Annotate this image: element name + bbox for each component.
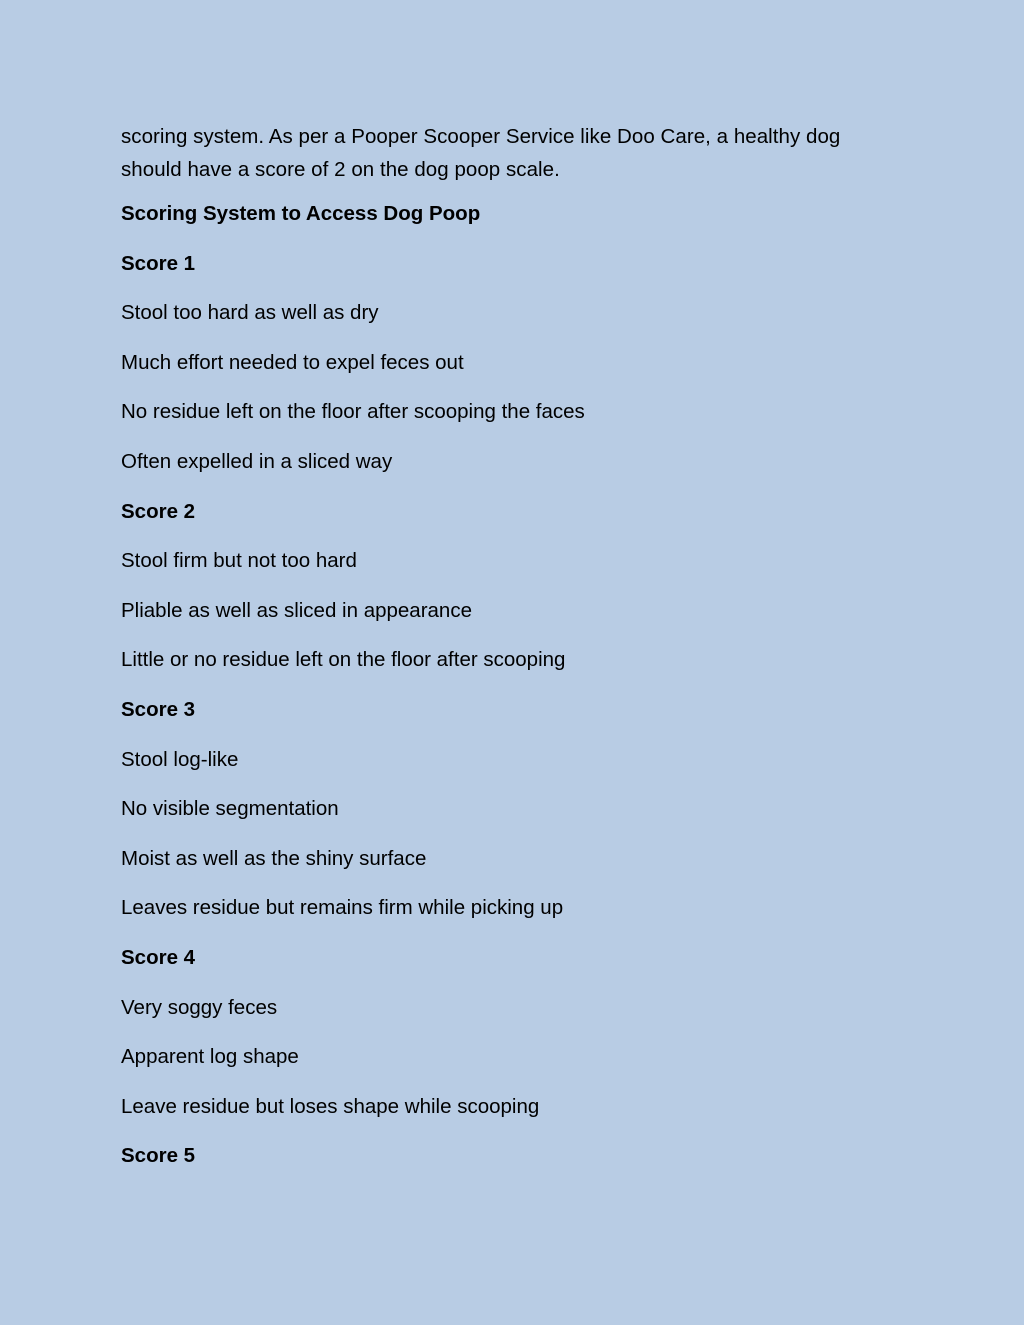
score-3-heading: Score 3	[121, 697, 196, 721]
score-3-item: Moist as well as the shiny surface	[121, 846, 427, 870]
score-2-item: Little or no residue left on the floor after scooping	[121, 648, 566, 672]
score-1-item: No residue left on the floor after scooping the faces	[121, 400, 585, 424]
score-3-item: Leaves residue but remains firm while picking up	[121, 896, 564, 920]
score-3-item: Stool log-like	[121, 747, 239, 771]
score-4-item: Apparent log shape	[121, 1045, 299, 1069]
score-2-item: Stool firm but not too hard	[121, 549, 357, 573]
score-1-item: Much effort needed to expel feces out	[121, 350, 464, 374]
score-3-item: No visible segmentation	[121, 797, 339, 821]
score-1-item: Stool too hard as well as dry	[121, 301, 379, 325]
score-4-item: Leave residue but loses shape while scooping	[121, 1094, 540, 1118]
score-1-item: Often expelled in a sliced way	[121, 449, 393, 473]
score-4-heading: Score 4	[121, 945, 196, 969]
score-5-heading: Score 5	[121, 1144, 196, 1168]
score-2-item: Pliable as well as sliced in appearance	[121, 598, 472, 622]
score-1-heading: Score 1	[121, 251, 196, 275]
score-2-heading: Score 2	[121, 499, 196, 523]
intro-paragraph: scoring system. As per a Pooper Scooper Service like Doo Care, a healthy dog should have a score of 2 on the dog poop scale.	[121, 125, 841, 181]
document-body	[121, 120, 901, 1194]
score-4-item: Very soggy feces	[121, 995, 278, 1019]
section-title: Scoring System to Access Dog Poop	[121, 202, 481, 225]
